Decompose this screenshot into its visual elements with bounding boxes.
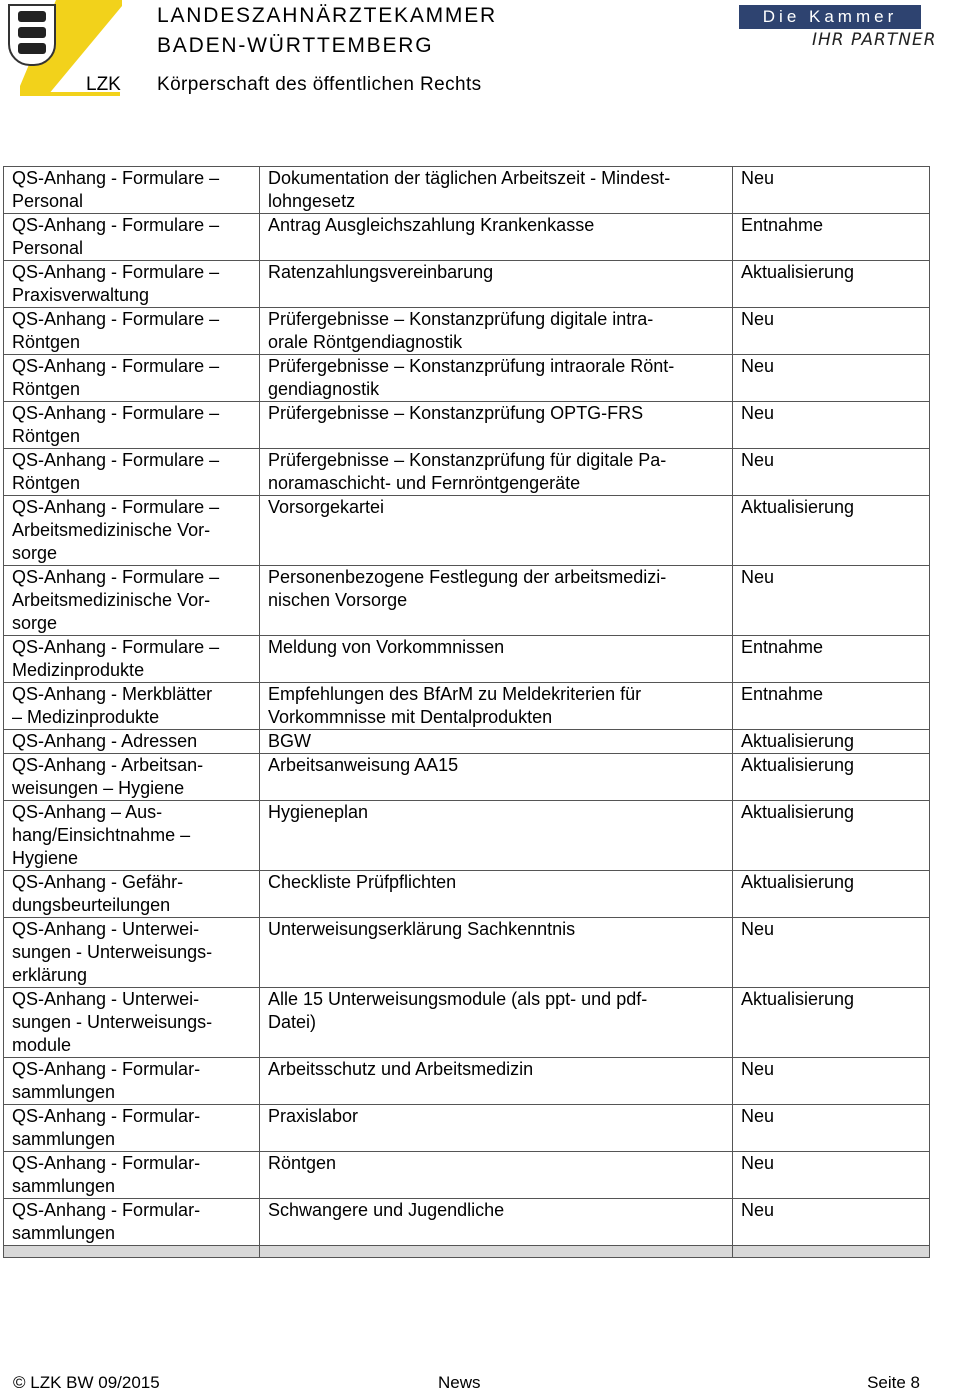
category-cell: QS-Anhang - Merkblätter – Medizinprodukte xyxy=(4,683,260,730)
document-cell: BGW xyxy=(260,730,733,754)
table-row xyxy=(4,1105,930,1152)
slogan-box: Die Kammer xyxy=(739,5,921,29)
document-cell: Antrag Ausgleichszahlung Krankenkasse xyxy=(260,214,733,261)
status-cell: Aktualisierung xyxy=(733,871,930,918)
page-header xyxy=(0,0,960,110)
status-cell: Entnahme xyxy=(733,683,930,730)
table-row xyxy=(4,355,930,402)
category-cell: QS-Anhang - Formulare – Personal xyxy=(4,167,260,214)
org-name-line1: LANDESZAHNÄRZTEKAMMER xyxy=(157,4,498,27)
status-cell: Aktualisierung xyxy=(733,261,930,308)
table-row xyxy=(4,402,930,449)
table-row xyxy=(4,1199,930,1246)
table-row xyxy=(4,730,930,754)
org-name-line2: BADEN-WÜRTTEMBERG xyxy=(157,34,434,57)
status-cell: Neu xyxy=(733,1152,930,1199)
coat-of-arms-icon xyxy=(8,4,56,66)
category-cell: QS-Anhang - Arbeitsan- weisungen – Hygiene xyxy=(4,754,260,801)
category-cell: QS-Anhang - Formulare – Praxisverwaltung xyxy=(4,261,260,308)
table-row xyxy=(4,1058,930,1105)
document-cell: Dokumentation der täglichen Arbeitszeit - Mindest- lohngesetz xyxy=(260,167,733,214)
document-cell: Meldung von Vorkommnissen xyxy=(260,636,733,683)
table-row xyxy=(4,636,930,683)
table-row xyxy=(4,261,930,308)
table-footer-row xyxy=(4,1246,930,1258)
document-cell: Praxislabor xyxy=(260,1105,733,1152)
status-cell: Neu xyxy=(733,1105,930,1152)
status-cell: Entnahme xyxy=(733,636,930,683)
document-cell: Prüfergebnisse – Konstanzprüfung intraorale Rönt- gendiagnostik xyxy=(260,355,733,402)
category-cell: QS-Anhang - Adressen xyxy=(4,730,260,754)
table-row xyxy=(4,988,930,1058)
document-cell: Röntgen xyxy=(260,1152,733,1199)
document-cell: Unterweisungserklärung Sachkenntnis xyxy=(260,918,733,988)
document-cell: Arbeitsschutz und Arbeitsmedizin xyxy=(260,1058,733,1105)
category-cell: QS-Anhang - Formular- sammlungen xyxy=(4,1058,260,1105)
category-cell: QS-Anhang - Formulare – Personal xyxy=(4,214,260,261)
table-row xyxy=(4,871,930,918)
footer-section: News xyxy=(438,1373,481,1392)
status-cell: Aktualisierung xyxy=(733,988,930,1058)
footer-copyright: © LZK BW 09/2015 xyxy=(13,1373,160,1392)
org-subtitle: Körperschaft des öffentlichen Rechts xyxy=(157,74,482,95)
category-cell: QS-Anhang - Formulare – Röntgen xyxy=(4,355,260,402)
table-row xyxy=(4,1152,930,1199)
document-cell: Vorsorgekartei xyxy=(260,496,733,566)
document-cell: Prüfergebnisse – Konstanzprüfung digitale intra- orale Röntgendiagnostik xyxy=(260,308,733,355)
empty-cell xyxy=(733,1246,930,1258)
status-cell: Neu xyxy=(733,1199,930,1246)
document-cell: Prüfergebnisse – Konstanzprüfung für digitale Pa- noramaschicht- und Fernröntgengeräte xyxy=(260,449,733,496)
status-cell: Neu xyxy=(733,566,930,636)
document-cell: Empfehlungen des BfArM zu Meldekriterien für Vorkommnisse mit Dentalprodukten xyxy=(260,683,733,730)
empty-cell xyxy=(4,1246,260,1258)
status-cell: Neu xyxy=(733,1058,930,1105)
table-row xyxy=(4,918,930,988)
status-cell: Aktualisierung xyxy=(733,496,930,566)
category-cell: QS-Anhang - Formulare – Medizinprodukte xyxy=(4,636,260,683)
category-cell: QS-Anhang - Formulare – Arbeitsmedizinische Vor- sorge xyxy=(4,566,260,636)
table-row xyxy=(4,496,930,566)
status-cell: Neu xyxy=(733,918,930,988)
changes-table xyxy=(3,166,930,1258)
status-cell: Entnahme xyxy=(733,214,930,261)
empty-cell xyxy=(260,1246,733,1258)
category-cell: QS-Anhang - Formulare – Röntgen xyxy=(4,402,260,449)
category-cell: QS-Anhang - Gefähr- dungsbeurteilungen xyxy=(4,871,260,918)
document-cell: Alle 15 Unterweisungsmodule (als ppt- und pdf- Datei) xyxy=(260,988,733,1058)
category-cell: QS-Anhang - Formulare – Röntgen xyxy=(4,308,260,355)
category-cell: QS-Anhang - Formular- sammlungen xyxy=(4,1199,260,1246)
status-cell: Neu xyxy=(733,355,930,402)
category-cell: QS-Anhang - Formular- sammlungen xyxy=(4,1152,260,1199)
status-cell: Neu xyxy=(733,402,930,449)
table-row xyxy=(4,754,930,801)
table-row xyxy=(4,308,930,355)
status-cell: Neu xyxy=(733,449,930,496)
table-row xyxy=(4,801,930,871)
status-cell: Aktualisierung xyxy=(733,801,930,871)
category-cell: QS-Anhang - Formulare – Arbeitsmedizinische Vor- sorge xyxy=(4,496,260,566)
footer-page-number: Seite 8 xyxy=(867,1373,920,1392)
table-row xyxy=(4,449,930,496)
document-cell: Schwangere und Jugendliche xyxy=(260,1199,733,1246)
category-cell: QS-Anhang - Formulare – Röntgen xyxy=(4,449,260,496)
category-cell: QS-Anhang - Unterwei- sungen - Unterweisungs- module xyxy=(4,988,260,1058)
document-cell: Prüfergebnisse – Konstanzprüfung OPTG-FRS xyxy=(260,402,733,449)
document-cell: Hygieneplan xyxy=(260,801,733,871)
document-cell: Checkliste Prüfpflichten xyxy=(260,871,733,918)
table-row xyxy=(4,566,930,636)
table-row xyxy=(4,683,930,730)
table-row xyxy=(4,167,930,214)
table-row xyxy=(4,214,930,261)
status-cell: Neu xyxy=(733,167,930,214)
document-cell: Arbeitsanweisung AA15 xyxy=(260,754,733,801)
logo-lzk-text: LZK xyxy=(86,74,121,95)
category-cell: QS-Anhang - Formular- sammlungen xyxy=(4,1105,260,1152)
status-cell: Aktualisierung xyxy=(733,754,930,801)
status-cell: Aktualisierung xyxy=(733,730,930,754)
document-cell: Personenbezogene Festlegung der arbeitsmedizi- nischen Vorsorge xyxy=(260,566,733,636)
category-cell: QS-Anhang – Aus- hang/Einsichtnahme – Hygiene xyxy=(4,801,260,871)
document-cell: Ratenzahlungsvereinbarung xyxy=(260,261,733,308)
status-cell: Neu xyxy=(733,308,930,355)
category-cell: QS-Anhang - Unterwei- sungen - Unterweisungs- erklärung xyxy=(4,918,260,988)
slogan-script: IHR PARTNER xyxy=(812,30,937,50)
